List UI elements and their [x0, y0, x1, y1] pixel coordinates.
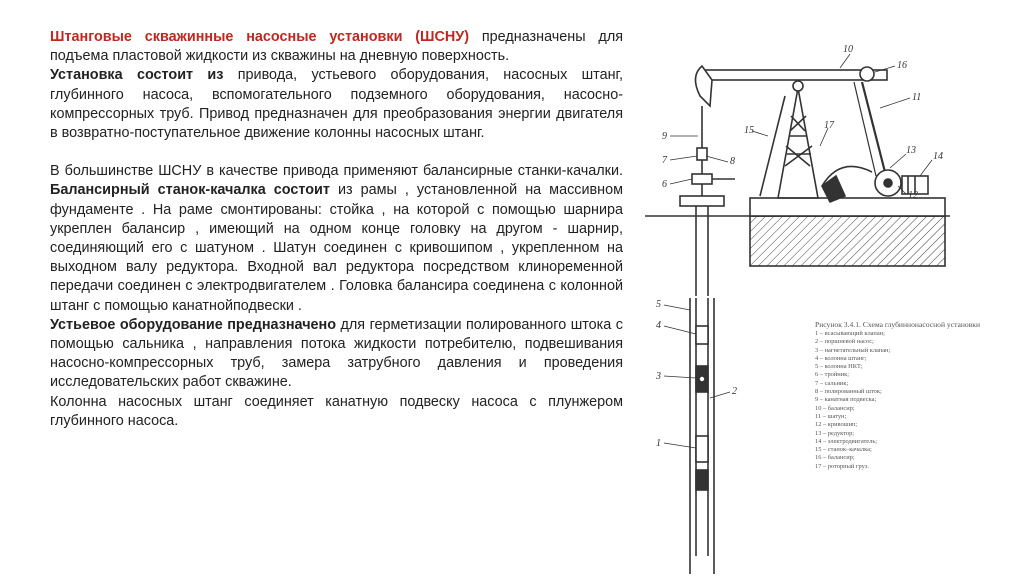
label-17: 17 [824, 120, 834, 131]
paragraph-gap [50, 143, 623, 162]
label-9: 9 [662, 131, 667, 142]
samson-post [778, 88, 818, 198]
label-7: 7 [662, 155, 667, 166]
legend-item: 12 – кривошип; [815, 421, 858, 429]
paragraph [50, 66, 623, 143]
paragraph [50, 28, 623, 66]
legend-item: 7 – сальник; [815, 379, 849, 387]
label-1: 1 [656, 438, 661, 449]
legend-list [815, 330, 985, 471]
legend-item: 8 – полированный шток; [815, 388, 882, 396]
legend-item: 5 – колонна НКТ; [815, 363, 863, 371]
pumpjack-drawing [640, 36, 970, 576]
emphasis-segment: Балансирный станок-качалка состоит [50, 182, 330, 199]
label-13: 13 [906, 145, 916, 156]
text-segment: для герметизации полированного штока с помощью сальника , направления потока жидкости потребителю, подвешивания насосно-компрессорных труб, замера затрубного давления и проведения исследовательских работ скважине. [50, 316, 623, 391]
equalizer [860, 67, 874, 81]
legend-item: 11 – шатун; [815, 412, 847, 420]
label-12: 12 [908, 190, 918, 201]
wellhead-tee [692, 174, 712, 184]
emphasis-segment: Установка состоит из [50, 67, 224, 84]
legend-item: 14 – электродвигатель; [815, 437, 878, 445]
text-segment: В большинстве ШСНУ в качестве привода применяют балансирные станки-качалки. [50, 163, 623, 180]
label-10: 10 [843, 44, 853, 55]
emphasis-segment: Устьевое оборудование предназначено [50, 316, 337, 333]
walking-beam [702, 70, 887, 80]
legend-item: 13 – редуктор; [815, 429, 855, 437]
text-segment: предназначены для подъема пластовой жидкости из скважины на дневную поверхность. [50, 29, 624, 65]
text-segment: привода, устьевого оборудования, насосных штанг, глубинного насоса, вспомогательного подземного оборудования, насосно-компрессорных труб. Привод предназначен для преобразования энергии двигателя в возвратно-поступательное движение колонны насосных штанг. [50, 67, 624, 142]
downhole-pump [664, 268, 730, 574]
legend-item: 16 – балансир; [815, 454, 855, 462]
label-3: 3 [656, 371, 661, 382]
legend-item: 2 – поршневой насос; [815, 338, 874, 346]
label-2: 2 [732, 386, 737, 397]
label-15: 15 [744, 125, 754, 136]
legend-item: 10 – балансир; [815, 404, 855, 412]
text-segment: из рамы , установленной на массивном фундаменте . На раме смонтированы: стойка , на которой с помощью шарнира укреплен балансир , имеющий на одном конце головку на другом - шарнир, соединяющий его с шатуном . Шатун соединен с кривошипом , укрепленном на выходном валу редуктора. Входной вал редуктора посредством клиноременной передачи соединен с электродвигателем . Головка балансира соединена с колонной штанг с помощью канатнойподвески . [50, 182, 623, 314]
label-5: 5 [656, 299, 661, 310]
paragraph [50, 393, 623, 431]
label-11: 11 [912, 92, 922, 103]
pump-unit-diagram [640, 36, 970, 576]
legend-item: 17 – роторный груз. [815, 462, 869, 470]
legend-item: 6 – тройник; [815, 371, 849, 379]
figure-legend [815, 320, 985, 471]
label-16: 16 [897, 60, 907, 71]
label-8: 8 [730, 156, 735, 167]
legend-item: 3 – нагнетательный клапан; [815, 346, 891, 354]
legend-item: 1 – всасывающий клапан; [815, 330, 885, 337]
main-text [50, 28, 623, 431]
legend-item: 4 – колонна штанг; [815, 354, 867, 362]
label-4: 4 [656, 320, 661, 331]
emphasis-segment: Штанговые скважинные насосные установки (ШСНУ) [50, 29, 470, 45]
label-6: 6 [662, 179, 667, 190]
paragraph [50, 316, 623, 393]
label-14: 14 [933, 151, 943, 162]
legend-item: 9 – канатная подвеска; [815, 396, 877, 404]
figure-caption: Рисунок 3.4.1. Схема глубиннонасосной установки [815, 320, 981, 329]
paragraph [50, 162, 623, 316]
legend-item: 15 – станок–качалка; [815, 446, 872, 454]
foundation [750, 216, 945, 266]
text-segment: Колонна насосных штанг соединяет канатную подвеску насоса с плунжером глубинного насоса. [50, 393, 623, 429]
